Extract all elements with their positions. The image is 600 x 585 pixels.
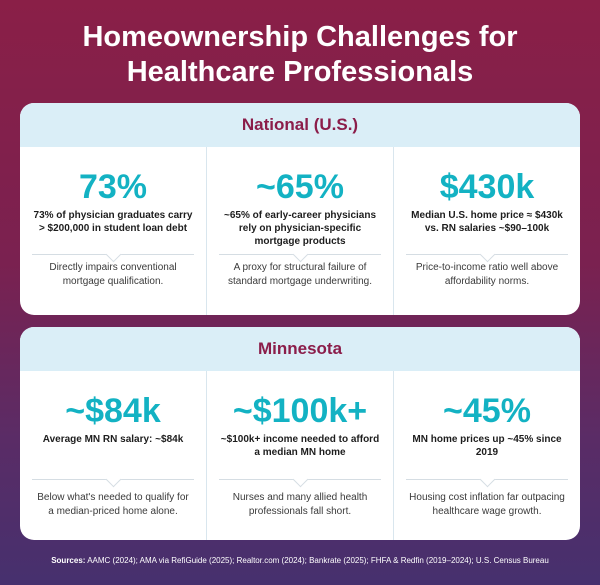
national-stat-home-price [394,147,580,315]
stat-value: ~65% [256,168,344,206]
minnesota-panel [20,327,580,540]
national-panel [20,103,580,315]
stat-description: ~65% of early-career physicians rely on physician-specific mortgage products [223,210,377,247]
national-stat-physician-mortgage [207,147,394,315]
mn-stat-income-needed [207,371,394,540]
stat-value: $430k [439,168,535,206]
caret-pointer [480,472,496,488]
caret-pointer [293,247,309,263]
stat-note: Below what's needed to qualify for a median‑priced home alone. [37,492,189,517]
stat-description: Average MN RN salary: ~$84k [42,434,184,445]
sources-footer [0,556,600,565]
stat-note: A proxy for structural failure of standard mortgage underwriting. [228,262,372,287]
stat-value: ~$84k [65,392,161,430]
minnesota-header: Minnesota [20,327,580,371]
caret-pointer [480,247,496,263]
caret-pointer [293,472,309,488]
sources-label: Sources: [51,556,86,565]
stat-description: 73% of physician graduates carry > $200,000 in student loan debt [33,210,193,234]
stat-note: Directly impairs conventional mortgage qualification. [49,262,177,287]
stat-note: Nurses and many allied health professionals fall short. [232,492,368,517]
stat-note: Price-to-income ratio well above affordability norms. [415,262,559,287]
mn-stat-rn-salary [20,371,207,540]
national-header: National (U.S.) [20,103,580,147]
stat-note: Housing cost inflation far outpacing healthcare wage growth. [409,492,565,517]
national-stat-loan-debt [20,147,207,315]
stat-description: ~$100k+ income needed to afford a median MN home [220,434,380,458]
stat-value: ~45% [443,392,531,430]
page-title [0,20,600,90]
title-line-2: Healthcare Professionals [126,56,474,88]
stat-description: Median U.S. home price ≈ $430k vs. RN salaries ~$90–100k [411,210,563,234]
caret-pointer [106,247,122,263]
stat-value: ~$100k+ [232,392,368,430]
stat-description: MN home prices up ~45% since 2019 [412,434,562,458]
stat-value: 73% [78,168,148,206]
mn-stat-home-prices [394,371,580,540]
sources-text: AAMC (2024); AMA via RefiGuide (2025); Realtor.com (2024); Bankrate (2025); FHFA & Redfin (2019–2024); U.S. Census Bureau [87,556,549,565]
caret-pointer [106,472,122,488]
title-line-1: Homeownership Challenges for [82,21,518,53]
